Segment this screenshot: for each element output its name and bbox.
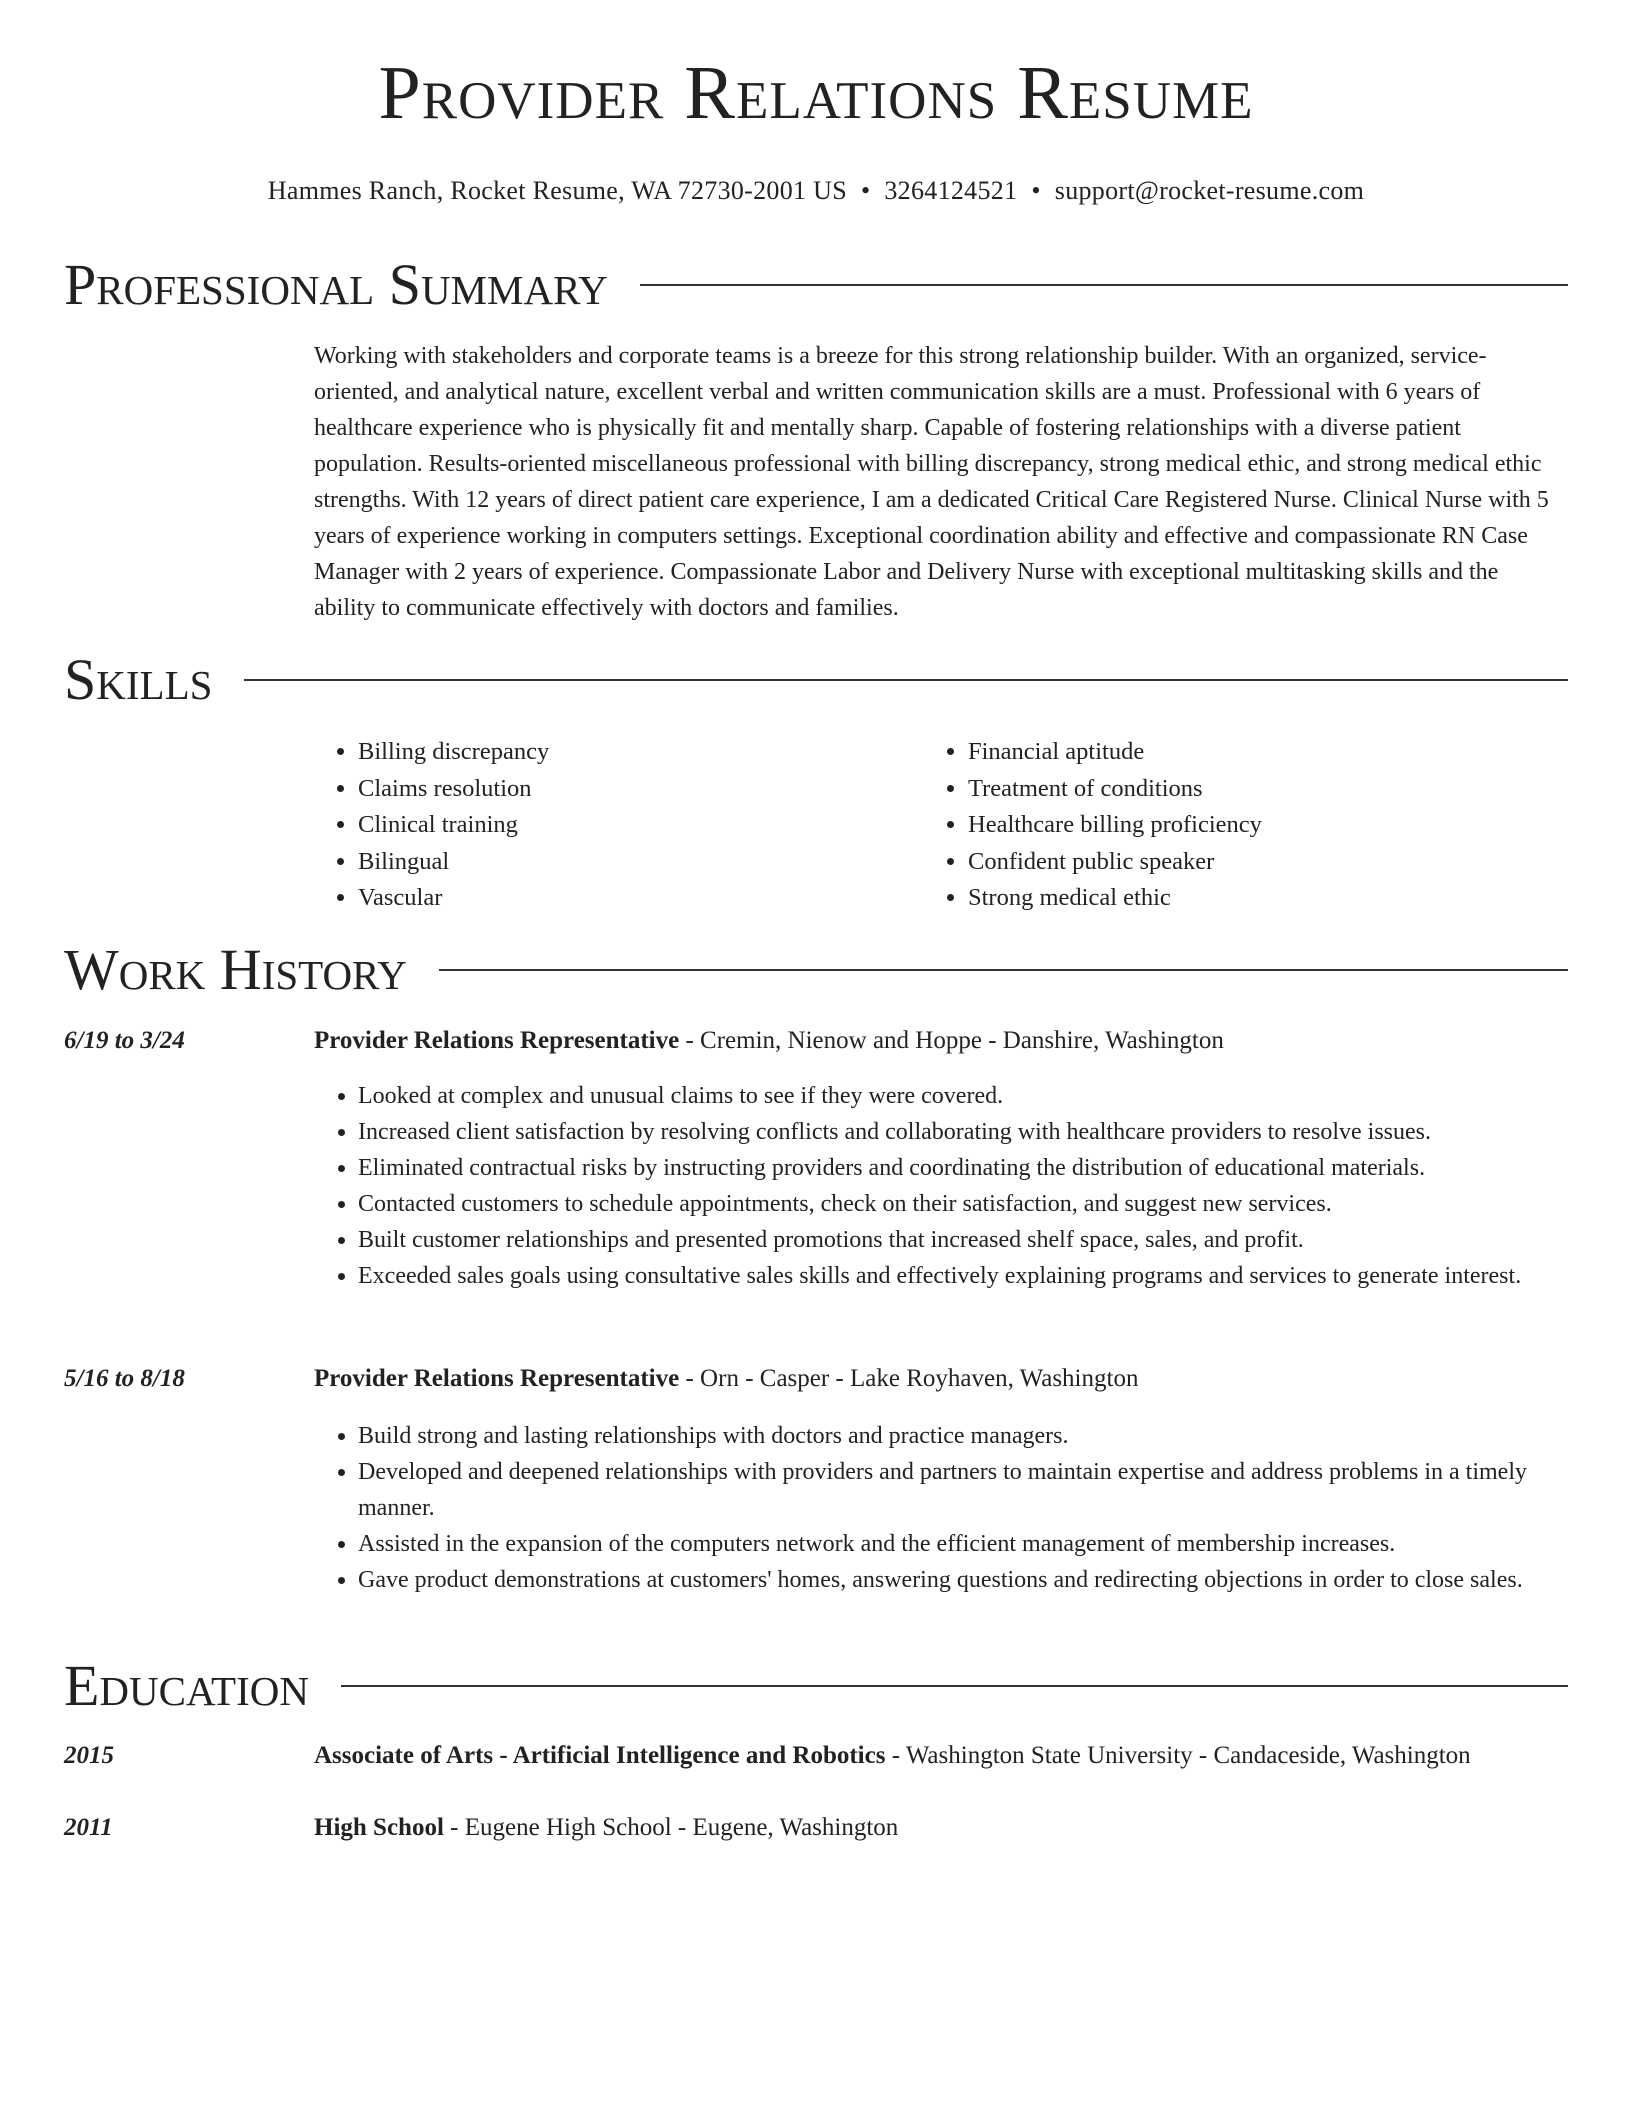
job-duty: • Build strong and lasting relationships with doctors and practice managers. xyxy=(358,1418,1554,1454)
education-entry xyxy=(314,1814,898,1842)
education-school: - Eugene High School - Eugene, Washington xyxy=(443,1814,899,1841)
skill-item: • Strong medical ethic xyxy=(968,880,1262,917)
skills-list-right xyxy=(924,734,1262,917)
job-duty: • Built customer relationships and presented promotions that increased shelf space, sales, and profit. xyxy=(358,1222,1554,1258)
job-heading xyxy=(314,1027,1224,1055)
skill-item: • Vascular xyxy=(358,880,549,917)
job-employer: - Cremin, Nienow and Hoppe - Danshire, Washington xyxy=(679,1027,1224,1054)
resume-title: Provider Relations Resume xyxy=(378,51,1254,135)
section-divider xyxy=(341,1685,1568,1687)
skill-item: • Financial aptitude xyxy=(968,734,1262,771)
contact-phone: 3264124521 xyxy=(884,176,1018,205)
skill-item: • Healthcare billing proficiency xyxy=(968,807,1262,844)
education-year: 2015 xyxy=(64,1742,114,1769)
work-section-header xyxy=(64,937,1568,1002)
contact-line xyxy=(0,176,1632,206)
summary-text: Working with stakeholders and corporate teams is a breeze for this strong relationship builder. With an organized, service-oriented, and analytical nature, excellent verbal and written communication skills are a must. Professional with 6 years of healthcare experience who is physically fit and mentally sharp. Capable of fostering relationships with a diverse patient population. Results-oriented miscellaneous professional with billing discrepancy, strong medical ethic, and strong medical ethic strengths. With 12 years of direct patient care experience, I am a dedicated Critical Care Registered Nurse. Clinical Nurse with 5 years of experience working in computers settings. Exceptional coordination ability and effective and compassionate RN Case Manager with 2 years of experience. Compassionate Labor and Delivery Nurse with exceptional multitasking skills and the ability to communicate effectively with doctors and families. xyxy=(314,343,1549,621)
skill-item: • Confident public speaker xyxy=(968,844,1262,881)
section-title-work: Work History xyxy=(64,937,407,1002)
job-duty: • Developed and deepened relationships with providers and partners to maintain expertise and address problems in a timely manner. xyxy=(358,1454,1554,1526)
education-degree: Associate of Arts - Artificial Intelligence and Robotics xyxy=(314,1742,886,1769)
job-duty: • Eliminated contractual risks by instructing providers and coordinating the distribution of educational materials. xyxy=(358,1150,1554,1186)
job-heading xyxy=(314,1365,1138,1393)
job-duty: • Contacted customers to schedule appointments, check on their satisfaction, and suggest new services. xyxy=(358,1186,1554,1222)
job-title: Provider Relations Representative xyxy=(314,1365,680,1392)
skill-item: • Bilingual xyxy=(358,844,549,881)
job-duty: • Assisted in the expansion of the computers network and the efficient management of membership increases. xyxy=(358,1526,1554,1562)
skills-section-header xyxy=(64,647,1568,712)
contact-email[interactable]: support@rocket-resume.com xyxy=(1054,176,1365,205)
job-duty: • Increased client satisfaction by resolving conflicts and collaborating with healthcare providers to resolve issues. xyxy=(358,1114,1554,1150)
skill-item: • Clinical training xyxy=(358,807,549,844)
contact-separator: • xyxy=(860,176,871,205)
summary-section-header xyxy=(64,252,1568,317)
job-duty: • Gave product demonstrations at customers' homes, answering questions and redirecting objections in order to close sales. xyxy=(358,1562,1554,1598)
job-duty: • Exceeded sales goals using consultative sales skills and effectively explaining programs and services to generate interest. xyxy=(358,1258,1554,1294)
job-duties-list xyxy=(314,1078,1554,1294)
job-duty: • Looked at complex and unusual claims to see if they were covered. xyxy=(358,1078,1554,1114)
education-section-header xyxy=(64,1653,1568,1718)
skill-item: • Treatment of conditions xyxy=(968,771,1262,808)
education-degree: High School xyxy=(314,1814,444,1841)
contact-address: Hammes Ranch, Rocket Resume, WA 72730-2001 US xyxy=(267,176,847,205)
education-year: 2011 xyxy=(64,1814,113,1841)
skills-list-left xyxy=(314,734,549,917)
education-entry xyxy=(314,1742,1471,1770)
section-title-education: Education xyxy=(64,1653,309,1718)
job-title: Provider Relations Representative xyxy=(314,1027,680,1054)
skill-item: • Claims resolution xyxy=(358,771,549,808)
job-dates: 6/19 to 3/24 xyxy=(64,1027,185,1054)
section-divider xyxy=(439,969,1568,971)
skill-item: • Billing discrepancy xyxy=(358,734,549,771)
job-employer: - Orn - Casper - Lake Royhaven, Washington xyxy=(679,1365,1139,1392)
contact-separator: • xyxy=(1031,176,1041,205)
section-divider xyxy=(244,679,1568,681)
section-title-skills: Skills xyxy=(64,647,213,712)
section-divider xyxy=(640,284,1568,286)
education-school: - Washington State University - Candaceside, Washington xyxy=(885,1742,1471,1769)
job-duties-list xyxy=(314,1418,1554,1598)
job-dates: 5/16 to 8/18 xyxy=(64,1365,185,1392)
section-title-summary: Professional Summary xyxy=(64,252,608,317)
